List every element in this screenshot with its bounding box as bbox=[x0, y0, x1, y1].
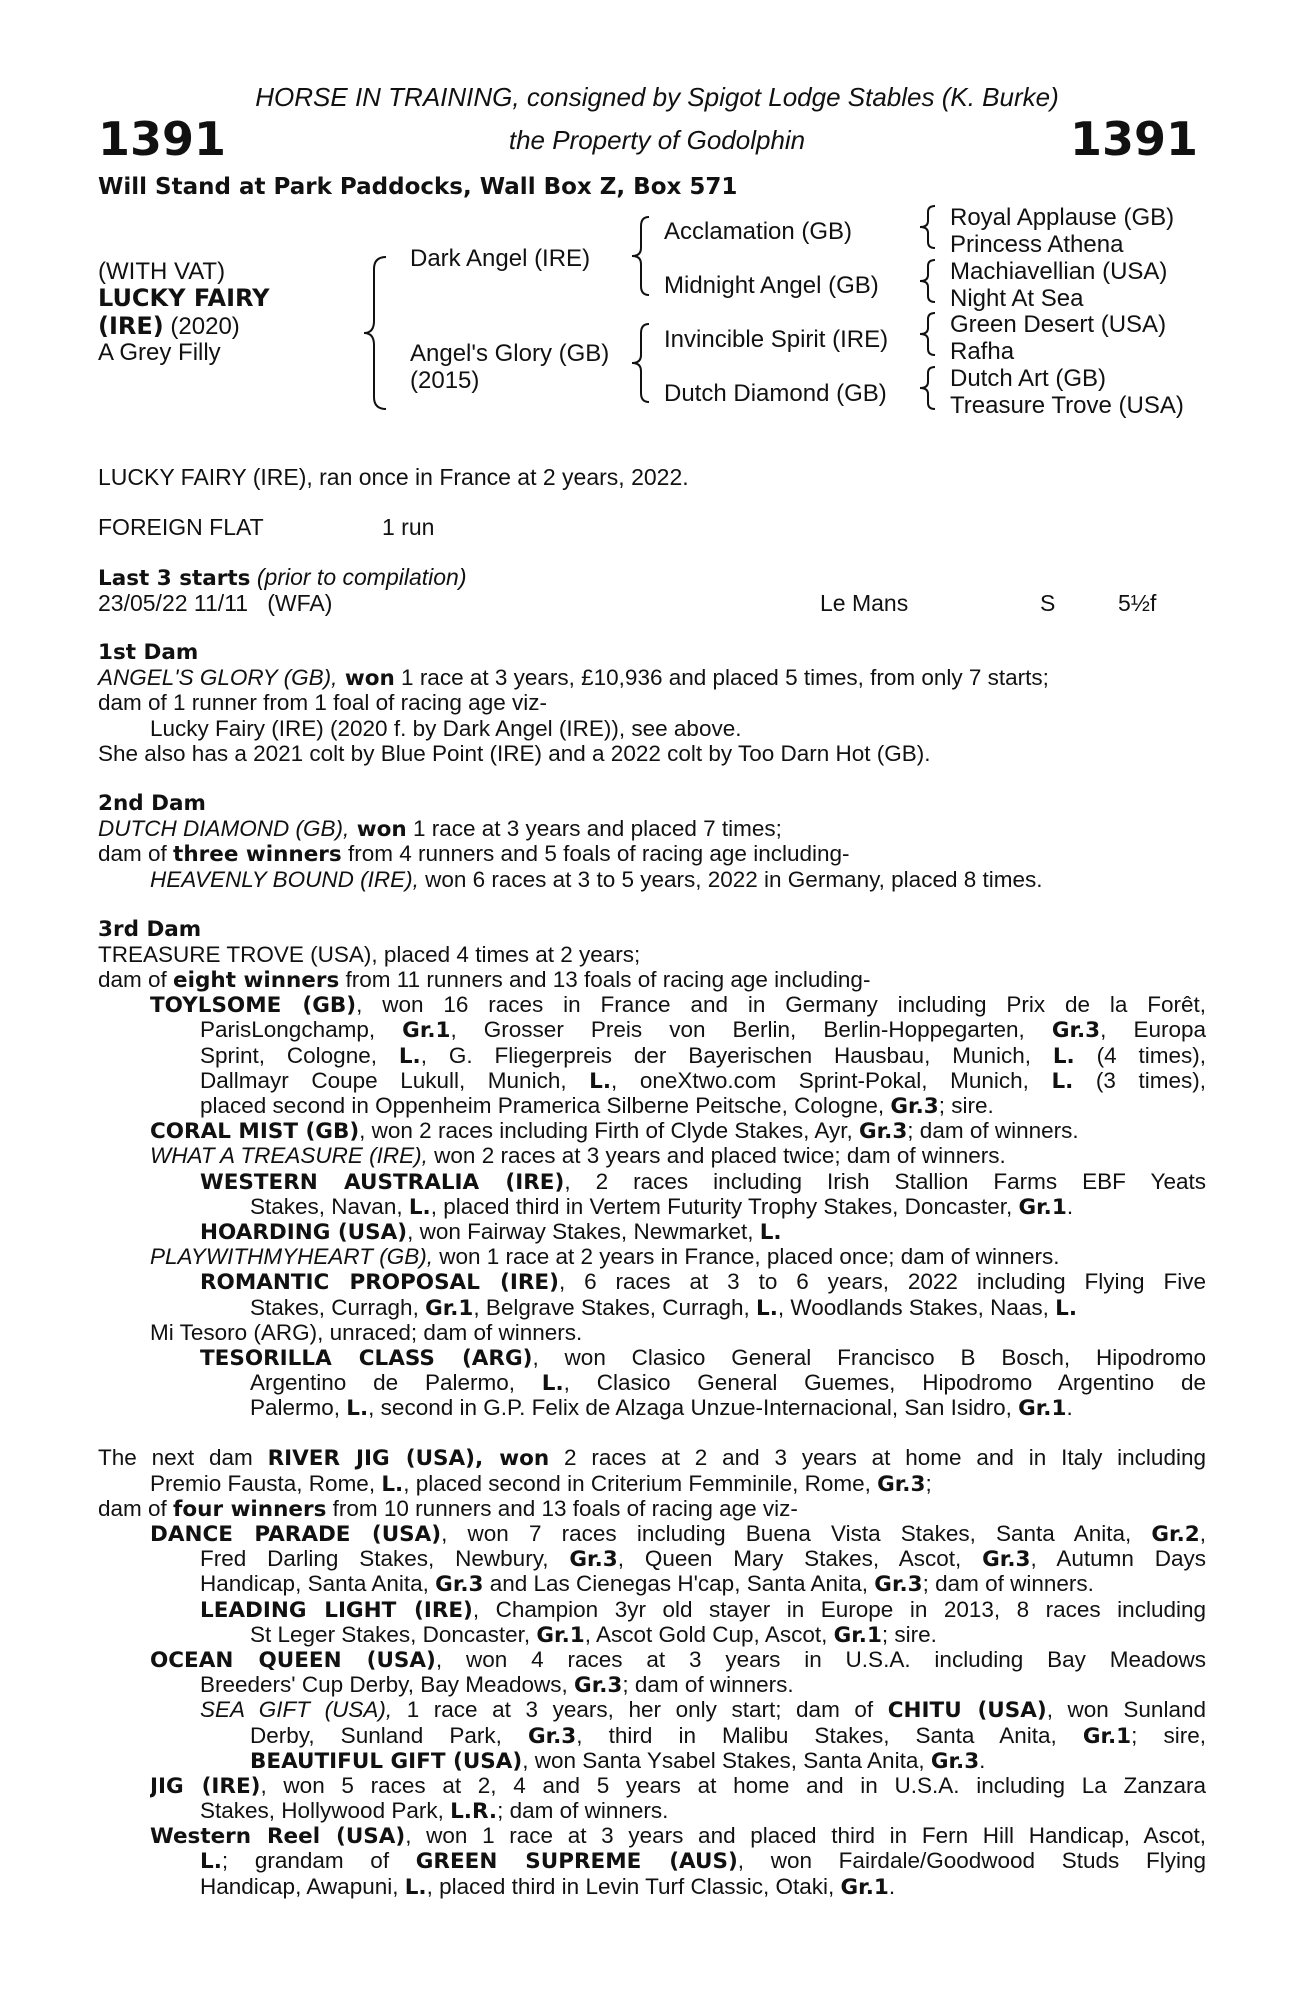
pedigree-g6: Rafha bbox=[950, 338, 1015, 365]
horse-name-origin-year: (IRE) (2020) bbox=[98, 312, 240, 340]
first-dam-line-4: She also has a 2021 colt by Blue Point (IRE) and a 2022 colt by Too Darn Hot (GB). bbox=[98, 740, 931, 766]
pedigree-dam-sire: Invincible Spirit (IRE) bbox=[664, 326, 889, 353]
foreign-flat-label: FOREIGN FLAT bbox=[98, 514, 264, 540]
leading-light-line-1: LEADING LIGHT (IRE), Champion 3yr old stayer in Europe in 2013, 8 races including bbox=[200, 1596, 1206, 1622]
start-date: 23/05/22 bbox=[98, 590, 188, 616]
foreign-flat-runs: 1 run bbox=[382, 514, 435, 540]
pedigree-brace-sire bbox=[630, 215, 652, 297]
family-section bbox=[98, 640, 1206, 1899]
second-dam-heading: 2nd Dam bbox=[98, 790, 206, 816]
western-australia-line-2: Stakes, Navan, L., placed third in Vertem Futurity Trophy Stakes, Doncaster, Gr.1. bbox=[250, 1193, 1074, 1220]
toylsome-line-2: ParisLongchamp, Gr.1, Grosser Preis von Berlin, Berlin-Hoppegarten, Gr.3, Europa bbox=[200, 1017, 1206, 1043]
third-dam-line-2: dam of eight winners from 11 runners and 13 foals of racing age including- bbox=[98, 967, 871, 994]
start-race: (WFA) bbox=[267, 590, 333, 616]
western-reel-line-2: L.; grandam of GREEN SUPREME (AUS), won Fairdale/Goodwood Studs Flying bbox=[200, 1848, 1206, 1874]
sea-gift-line-1: SEA GIFT (USA), 1 race at 3 years, her only start; dam of CHITU (USA), won Sunland bbox=[200, 1697, 1206, 1723]
horse-description: A Grey Filly bbox=[98, 339, 221, 366]
start-distance: 5½f bbox=[1118, 590, 1157, 616]
what-a-treasure-line: WHAT A TREASURE (IRE), won 2 races at 3 years and placed twice; dam of winners. bbox=[150, 1143, 1006, 1169]
toylsome-line-1: TOYLSOME (GB), won 16 races in France and in Germany including Prix de la Forêt, bbox=[150, 992, 1206, 1018]
pedigree-sire-sire: Acclamation (GB) bbox=[664, 218, 853, 245]
pedigree-brace-g1 bbox=[918, 204, 938, 250]
property-line: the Property of Godolphin bbox=[508, 125, 806, 155]
pedigree-g5: Green Desert (USA) bbox=[950, 311, 1167, 338]
first-dam-line-1: ANGEL'S GLORY (GB), won 1 race at 3 years, £10,936 and placed 5 times, from only 7 starts; bbox=[98, 665, 1049, 692]
pedigree-brace-main bbox=[362, 255, 390, 411]
ocean-queen-line-2: Breeders' Cup Derby, Bay Meadows, Gr.3; dam of winners. bbox=[200, 1672, 794, 1699]
romantic-proposal-line-1: ROMANTIC PROPOSAL (IRE), 6 races at 3 to 6 years, 2022 including Flying Five bbox=[200, 1269, 1206, 1295]
ocean-queen-line-1: OCEAN QUEEN (USA), won 4 races at 3 years in U.S.A. including Bay Meadows bbox=[150, 1646, 1206, 1673]
sea-gift-line-2: Derby, Sunland Park, Gr.3, third in Malibu Stakes, Santa Anita, Gr.1; sire, bbox=[250, 1722, 1206, 1748]
jig-line-1: JIG (IRE), won 5 races at 2, 4 and 5 years at home and in U.S.A. including La Zanzara bbox=[150, 1772, 1206, 1799]
dance-parade-line-3: Handicap, Santa Anita, Gr.3 and Las Cienegas H'cap, Santa Anita, Gr.3; dam of winners. bbox=[200, 1571, 1094, 1598]
next-dam-line-2: Premio Fausta, Rome, L., placed second in Criterium Femminile, Rome, Gr.3; bbox=[150, 1470, 932, 1497]
pedigree-brace-g3 bbox=[918, 311, 938, 357]
start-going: S bbox=[1040, 590, 1056, 616]
start-position: 11/11 bbox=[193, 590, 249, 616]
first-dam-line-3: Lucky Fairy (IRE) (2020 f. by Dark Angel (IRE)), see above. bbox=[150, 715, 742, 741]
pedigree-g7: Dutch Art (GB) bbox=[950, 365, 1107, 392]
tesorilla-line-1: TESORILLA CLASS (ARG), won Clasico General Francisco B Bosch, Hipodromo bbox=[200, 1344, 1206, 1371]
dance-parade-line-1: DANCE PARADE (USA), won 7 races including Buena Vista Stakes, Santa Anita, Gr.2, bbox=[150, 1521, 1206, 1547]
pedigree-g8: Treasure Trove (USA) bbox=[950, 392, 1184, 419]
pedigree-dam-year: (2015) bbox=[410, 367, 480, 394]
start-row bbox=[98, 590, 332, 617]
pedigree-sire: Dark Angel (IRE) bbox=[410, 245, 591, 272]
sea-gift-line-3: BEAUTIFUL GIFT (USA), won Santa Ysabel Stakes, Santa Anita, Gr.3. bbox=[250, 1747, 986, 1774]
third-dam-line-1: TREASURE TROVE (USA), placed 4 times at 2 years; bbox=[98, 941, 641, 967]
jig-line-2: Stakes, Hollywood Park, L.R.; dam of winners. bbox=[200, 1798, 669, 1825]
pedigree-dam: Angel's Glory (GB) bbox=[410, 340, 610, 367]
coral-mist-line: CORAL MIST (GB), won 2 races including Firth of Clyde Stakes, Ayr, Gr.3; dam of winners. bbox=[150, 1118, 1079, 1145]
second-dam-line-1: DUTCH DIAMOND (GB), won 1 race at 3 years and placed 7 times; bbox=[98, 816, 782, 843]
dance-parade-line-2: Fred Darling Stakes, Newbury, Gr.3, Queen Mary Stakes, Ascot, Gr.3, Autumn Days bbox=[200, 1546, 1206, 1572]
western-reel-line-3: Handicap, Awapuni, L., placed third in Levin Turf Classic, Otaki, Gr.1. bbox=[200, 1873, 896, 1900]
first-dam-heading: 1st Dam bbox=[98, 640, 199, 665]
romantic-proposal-line-2: Stakes, Curragh, Gr.1, Belgrave Stakes, Curragh, L., Woodlands Stakes, Naas, L. bbox=[250, 1294, 1078, 1321]
pedigree-g1: Royal Applause (GB) bbox=[950, 204, 1175, 231]
horse-name: LUCKY FAIRY bbox=[98, 284, 270, 312]
lot-number-right: 1391 bbox=[1069, 112, 1198, 166]
hoarding-line: HOARDING (USA), won Fairway Stakes, Newmarket, L. bbox=[200, 1218, 782, 1245]
toylsome-line-5: placed second in Oppenheim Pramerica Silberne Peitsche, Cologne, Gr.3; sire. bbox=[200, 1093, 994, 1119]
leading-light-line-2: St Leger Stakes, Doncaster, Gr.1, Ascot Gold Cup, Ascot, Gr.1; sire. bbox=[250, 1621, 937, 1648]
second-dam-line-2: dam of three winners from 4 runners and 5 foals of racing age including- bbox=[98, 841, 850, 868]
playwithmyheart-line: PLAYWITHMYHEART (GB), won 1 race at 2 years in France, placed once; dam of winners. bbox=[150, 1244, 1060, 1270]
next-dam-line-3: dam of four winners from 10 runners and 13 foals of racing age viz- bbox=[98, 1495, 798, 1522]
first-dam-line-2: dam of 1 runner from 1 foal of racing age viz- bbox=[98, 690, 547, 716]
western-australia-line-1: WESTERN AUSTRALIA (IRE), 2 races including Irish Stallion Farms EBF Yeats bbox=[200, 1168, 1206, 1194]
western-reel-line-1: Western Reel (USA), won 1 race at 3 years and placed third in Fern Hill Handicap, Ascot, bbox=[150, 1823, 1206, 1849]
pedigree-sire-dam: Midnight Angel (GB) bbox=[664, 272, 879, 299]
pedigree-brace-g4 bbox=[918, 365, 938, 411]
pedigree-g3: Machiavellian (USA) bbox=[950, 258, 1168, 285]
racing-summary: LUCKY FAIRY (IRE), ran once in France at 2 years, 2022. bbox=[98, 464, 689, 490]
tesorilla-line-2: Argentino de Palermo, L., Clasico General Guemes, Hipodromo Argentino de bbox=[250, 1370, 1206, 1396]
pedigree-g4: Night At Sea bbox=[950, 285, 1084, 312]
stand-line: Will Stand at Park Paddocks, Wall Box Z, Box 571 bbox=[98, 174, 738, 200]
last-starts-heading: Last 3 starts (prior to compilation) bbox=[98, 564, 467, 591]
start-course: Le Mans bbox=[820, 590, 909, 616]
third-dam-heading: 3rd Dam bbox=[98, 916, 202, 942]
tesorilla-line-3: Palermo, L., second in G.P. Felix de Alzaga Unzue-Internacional, San Isidro, Gr.1. bbox=[250, 1395, 1073, 1422]
pedigree-brace-g2 bbox=[918, 258, 938, 304]
vat-label: (WITH VAT) bbox=[98, 258, 226, 285]
toylsome-line-3: Sprint, Cologne, L., G. Fliegerpreis der Bayerischen Hausbau, Munich, L. (4 times), bbox=[200, 1042, 1206, 1068]
second-dam-line-3: HEAVENLY BOUND (IRE), won 6 races at 3 to 5 years, 2022 in Germany, placed 8 times. bbox=[150, 866, 1043, 892]
next-dam-line-1: The next dam RIVER JIG (USA), won 2 races at 2 and 3 years at home and in Italy including bbox=[98, 1445, 1206, 1471]
lot-number-left: 1391 bbox=[98, 112, 227, 166]
pedigree-g2: Princess Athena bbox=[950, 231, 1124, 258]
toylsome-line-4: Dallmayr Coupe Lukull, Munich, L., oneXtwo.com Sprint-Pokal, Munich, L. (3 times), bbox=[200, 1067, 1206, 1093]
pedigree-dam-dam: Dutch Diamond (GB) bbox=[664, 380, 887, 407]
pedigree-brace-dam bbox=[630, 322, 652, 404]
mi-tesoro-line: Mi Tesoro (ARG), unraced; dam of winners. bbox=[150, 1319, 583, 1345]
consignment-line: HORSE IN TRAINING, consigned by Spigot Lodge Stables (K. Burke) bbox=[255, 82, 1059, 112]
